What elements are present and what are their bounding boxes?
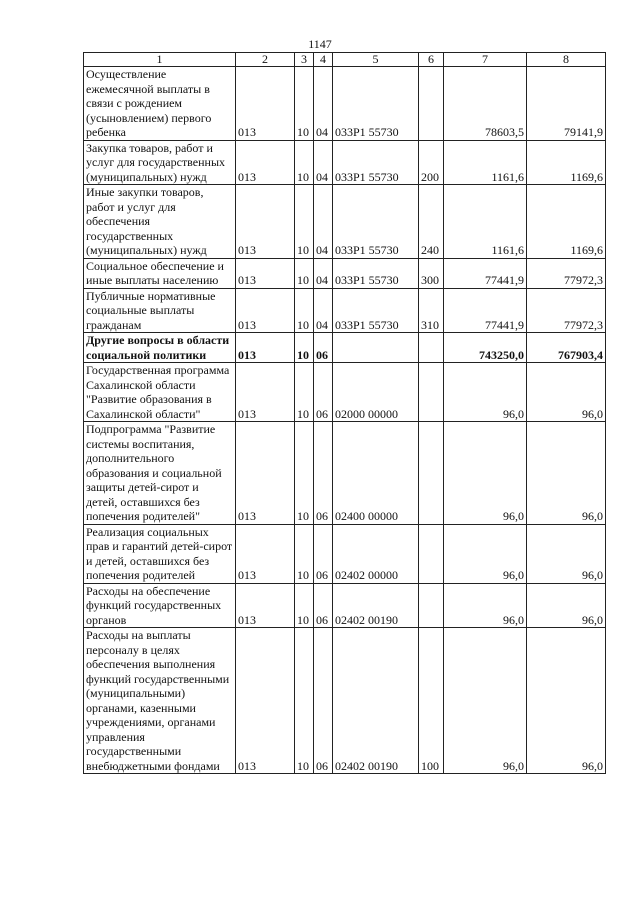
ministry-code-cell: 013 — [236, 140, 295, 185]
expense-name-cell: Иные закупки товаров, работ и услуг для обеспечения государственных (муниципальных) нужд — [84, 185, 236, 259]
expense-type-cell: 100 — [419, 628, 444, 774]
expense-name-cell: Закупка товаров, работ и услуг для государственных (муниципальных) нужд — [84, 140, 236, 185]
expense-name-cell: Расходы на обеспечение функций государственных органов — [84, 583, 236, 628]
subsection-code-cell: 06 — [314, 524, 333, 583]
header-cell: 6 — [419, 53, 444, 67]
section-code-cell: 10 — [295, 140, 314, 185]
amount-year1-cell: 78603,5 — [444, 67, 527, 141]
subsection-code-cell: 06 — [314, 333, 333, 363]
target-article-cell — [333, 333, 419, 363]
target-article-cell: 02400 00000 — [333, 422, 419, 525]
expense-name-cell: Осуществление ежемесячной выплаты в связи с рождением (усыновлением) первого ребенка — [84, 67, 236, 141]
amount-year1-cell: 96,0 — [444, 422, 527, 525]
header-row — [84, 53, 606, 67]
table-row — [84, 333, 606, 363]
expense-type-cell — [419, 67, 444, 141]
amount-year1-cell: 96,0 — [444, 583, 527, 628]
header-cell: 1 — [84, 53, 236, 67]
target-article-cell: 033P1 55730 — [333, 258, 419, 288]
table-row — [84, 628, 606, 774]
section-code-cell: 10 — [295, 524, 314, 583]
amount-year1-cell: 1161,6 — [444, 185, 527, 259]
ministry-code-cell: 013 — [236, 185, 295, 259]
expense-type-cell — [419, 333, 444, 363]
expense-type-cell — [419, 524, 444, 583]
expense-type-cell — [419, 422, 444, 525]
table-row — [84, 583, 606, 628]
ministry-code-cell: 013 — [236, 288, 295, 333]
budget-table — [83, 52, 606, 774]
section-code-cell: 10 — [295, 288, 314, 333]
table-row — [84, 363, 606, 422]
ministry-code-cell: 013 — [236, 422, 295, 525]
amount-year2-cell: 96,0 — [527, 422, 606, 525]
expense-name-cell: Реализация социальных прав и гарантий детей-сирот и детей, оставшихся без попечения родителей — [84, 524, 236, 583]
amount-year2-cell: 96,0 — [527, 628, 606, 774]
amount-year1-cell: 96,0 — [444, 628, 527, 774]
subsection-code-cell: 06 — [314, 422, 333, 525]
section-code-cell: 10 — [295, 333, 314, 363]
table-row — [84, 140, 606, 185]
subsection-code-cell: 06 — [314, 583, 333, 628]
table-row — [84, 524, 606, 583]
subsection-code-cell: 04 — [314, 67, 333, 141]
expense-type-cell — [419, 583, 444, 628]
target-article-cell: 02402 00190 — [333, 628, 419, 774]
subsection-code-cell: 04 — [314, 185, 333, 259]
ministry-code-cell: 013 — [236, 363, 295, 422]
amount-year2-cell: 1169,6 — [527, 140, 606, 185]
ministry-code-cell: 013 — [236, 524, 295, 583]
subsection-code-cell: 06 — [314, 628, 333, 774]
amount-year1-cell: 96,0 — [444, 363, 527, 422]
expense-name-cell: Другие вопросы в области социальной политики — [84, 333, 236, 363]
amount-year1-cell: 77441,9 — [444, 288, 527, 333]
section-code-cell: 10 — [295, 628, 314, 774]
ministry-code-cell: 013 — [236, 333, 295, 363]
amount-year2-cell: 96,0 — [527, 583, 606, 628]
target-article-cell: 033P1 55730 — [333, 67, 419, 141]
table-row — [84, 67, 606, 141]
amount-year2-cell: 77972,3 — [527, 258, 606, 288]
target-article-cell: 02402 00000 — [333, 524, 419, 583]
subsection-code-cell: 06 — [314, 363, 333, 422]
expense-name-cell: Подпрограмма "Развитие системы воспитания, дополнительного образования и социальной защиты детей-сирот и детей, оставшихся без попечения родителей" — [84, 422, 236, 525]
subsection-code-cell: 04 — [314, 140, 333, 185]
expense-type-cell — [419, 363, 444, 422]
header-cell: 4 — [314, 53, 333, 67]
expense-name-cell: Социальное обеспечение и иные выплаты населению — [84, 258, 236, 288]
expense-name-cell: Публичные нормативные социальные выплаты гражданам — [84, 288, 236, 333]
expense-type-cell: 300 — [419, 258, 444, 288]
amount-year2-cell: 79141,9 — [527, 67, 606, 141]
table-row — [84, 185, 606, 259]
target-article-cell: 02000 00000 — [333, 363, 419, 422]
section-code-cell: 10 — [295, 422, 314, 525]
section-code-cell: 10 — [295, 258, 314, 288]
page-number: 1147 — [308, 37, 332, 51]
amount-year1-cell: 77441,9 — [444, 258, 527, 288]
table-body — [84, 67, 606, 774]
ministry-code-cell: 013 — [236, 583, 295, 628]
amount-year1-cell: 1161,6 — [444, 140, 527, 185]
section-code-cell: 10 — [295, 583, 314, 628]
header-cell: 7 — [444, 53, 527, 67]
expense-type-cell: 200 — [419, 140, 444, 185]
amount-year2-cell: 1169,6 — [527, 185, 606, 259]
ministry-code-cell: 013 — [236, 258, 295, 288]
target-article-cell: 033P1 55730 — [333, 140, 419, 185]
ministry-code-cell: 013 — [236, 628, 295, 774]
amount-year2-cell: 767903,4 — [527, 333, 606, 363]
subsection-code-cell: 04 — [314, 288, 333, 333]
target-article-cell: 033P1 55730 — [333, 288, 419, 333]
header-cell: 3 — [295, 53, 314, 67]
target-article-cell: 033P1 55730 — [333, 185, 419, 259]
subsection-code-cell: 04 — [314, 258, 333, 288]
section-code-cell: 10 — [295, 363, 314, 422]
header-cell: 5 — [333, 53, 419, 67]
expense-type-cell: 240 — [419, 185, 444, 259]
expense-type-cell: 310 — [419, 288, 444, 333]
header-cell: 2 — [236, 53, 295, 67]
expense-name-cell: Расходы на выплаты персоналу в целях обеспечения выполнения функций государственными (муниципальными) органами, казенными учреждениями, органами управления государственными внебюджетными фондами — [84, 628, 236, 774]
amount-year2-cell: 77972,3 — [527, 288, 606, 333]
header-cell: 8 — [527, 53, 606, 67]
section-code-cell: 10 — [295, 185, 314, 259]
table-row — [84, 288, 606, 333]
table-row — [84, 422, 606, 525]
expense-name-cell: Государственная программа Сахалинской области "Развитие образования в Сахалинской области" — [84, 363, 236, 422]
ministry-code-cell: 013 — [236, 67, 295, 141]
amount-year1-cell: 743250,0 — [444, 333, 527, 363]
amount-year1-cell: 96,0 — [444, 524, 527, 583]
target-article-cell: 02402 00190 — [333, 583, 419, 628]
section-code-cell: 10 — [295, 67, 314, 141]
table-row — [84, 258, 606, 288]
amount-year2-cell: 96,0 — [527, 363, 606, 422]
amount-year2-cell: 96,0 — [527, 524, 606, 583]
